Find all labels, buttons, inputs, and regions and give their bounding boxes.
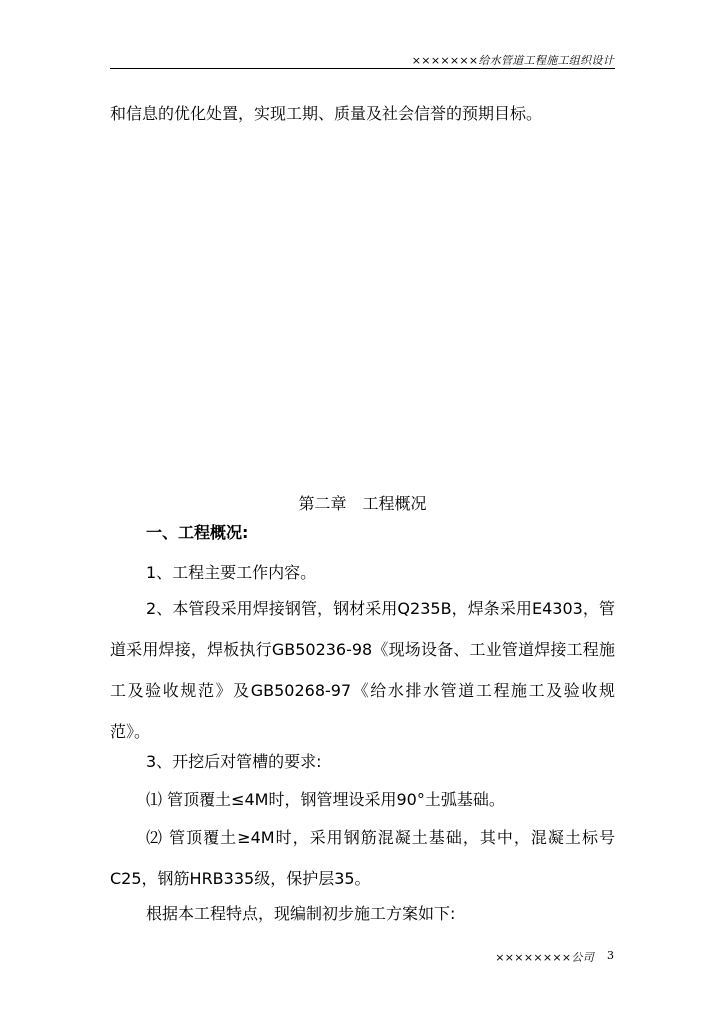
intro-paragraph: 和信息的优化处置，实现工期、质量及社会信誉的预期目标。 xyxy=(110,104,543,123)
item-1: 1、工程主要工作内容。 xyxy=(146,563,317,582)
item-3-sub-1: ⑴ 管顶覆土≤4M时，钢管埋设采用90°土弧基础。 xyxy=(146,790,505,809)
header-rule xyxy=(110,68,615,69)
header-title: ×××××××给水管道工程施工组织设计 xyxy=(411,54,614,67)
item-3-sub-2: ⑵ 管顶覆土≥4M时，采用钢筋混凝土基础，其中，混凝土标号C25，钢筋HRB335级，保护层35。 xyxy=(110,828,615,888)
item-3: 3、开挖后对管槽的要求: xyxy=(146,752,322,771)
footer-company: ××××××××公司 xyxy=(495,951,594,964)
item-2: 2、本管段采用焊接钢管，钢材采用Q235B，焊条采用E4303，管道采用焊接，焊板执行GB50236-98《现场设备、工业管道焊接工程施工及验收规范》及GB50268-97《给水排水管道工程施工及验收规范》。 xyxy=(110,599,615,741)
chapter-title: 第二章 工程概况 xyxy=(298,494,427,513)
closing-paragraph: 根据本工程特点，现编制初步施工方案如下: xyxy=(146,904,456,923)
page-number: 3 xyxy=(607,949,614,962)
section-heading: 一、工程概况: xyxy=(146,523,249,542)
